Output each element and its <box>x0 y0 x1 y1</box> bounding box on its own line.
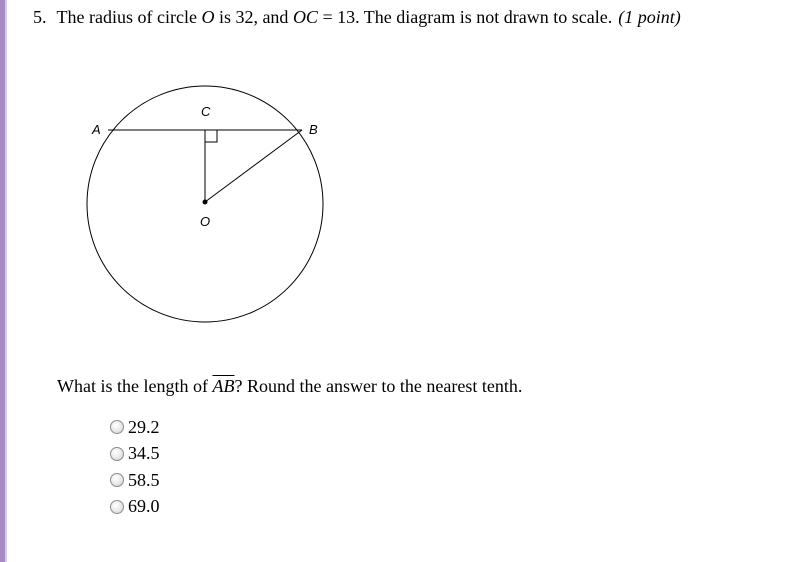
radio-button[interactable] <box>110 420 124 434</box>
label-a: A <box>92 122 101 137</box>
prompt-text-before: What is the length of <box>57 376 213 396</box>
circle-name: O <box>201 7 215 27</box>
radio-button[interactable] <box>110 500 124 514</box>
label-b: B <box>309 122 318 137</box>
question-text-part2: is 32, and <box>214 7 293 27</box>
choice-1[interactable] <box>110 414 160 441</box>
label-c: C <box>201 104 211 119</box>
prompt-text-after: ? Round the answer to the nearest tenth. <box>234 376 523 396</box>
question-text <box>33 7 681 28</box>
segment-name: OC <box>292 7 318 27</box>
center-point <box>203 200 208 205</box>
question-number: 5. <box>33 7 47 27</box>
left-accent-line <box>5 0 7 562</box>
choice-label: 29.2 <box>128 416 160 437</box>
choice-4[interactable] <box>110 494 160 521</box>
segment-ab: $\overline{AB}$ <box>212 376 235 396</box>
choice-2[interactable] <box>110 441 160 468</box>
label-o: O <box>200 214 211 229</box>
prompt-text <box>57 376 522 397</box>
question-text-part1: The radius of circle <box>56 7 202 27</box>
question-text-part3: = 13. The diagram is not drawn to scale. <box>317 7 613 27</box>
radio-button[interactable] <box>110 447 124 461</box>
right-angle-marker <box>205 130 217 142</box>
radio-button[interactable] <box>110 473 124 487</box>
answer-choices <box>110 414 160 520</box>
choice-label: 69.0 <box>128 496 160 517</box>
choice-3[interactable] <box>110 467 160 494</box>
choice-label: 34.5 <box>128 443 160 464</box>
choice-label: 58.5 <box>128 469 160 490</box>
question-points: (1 point) <box>618 7 681 27</box>
circle-diagram <box>80 80 340 330</box>
segment-ob <box>205 130 302 202</box>
